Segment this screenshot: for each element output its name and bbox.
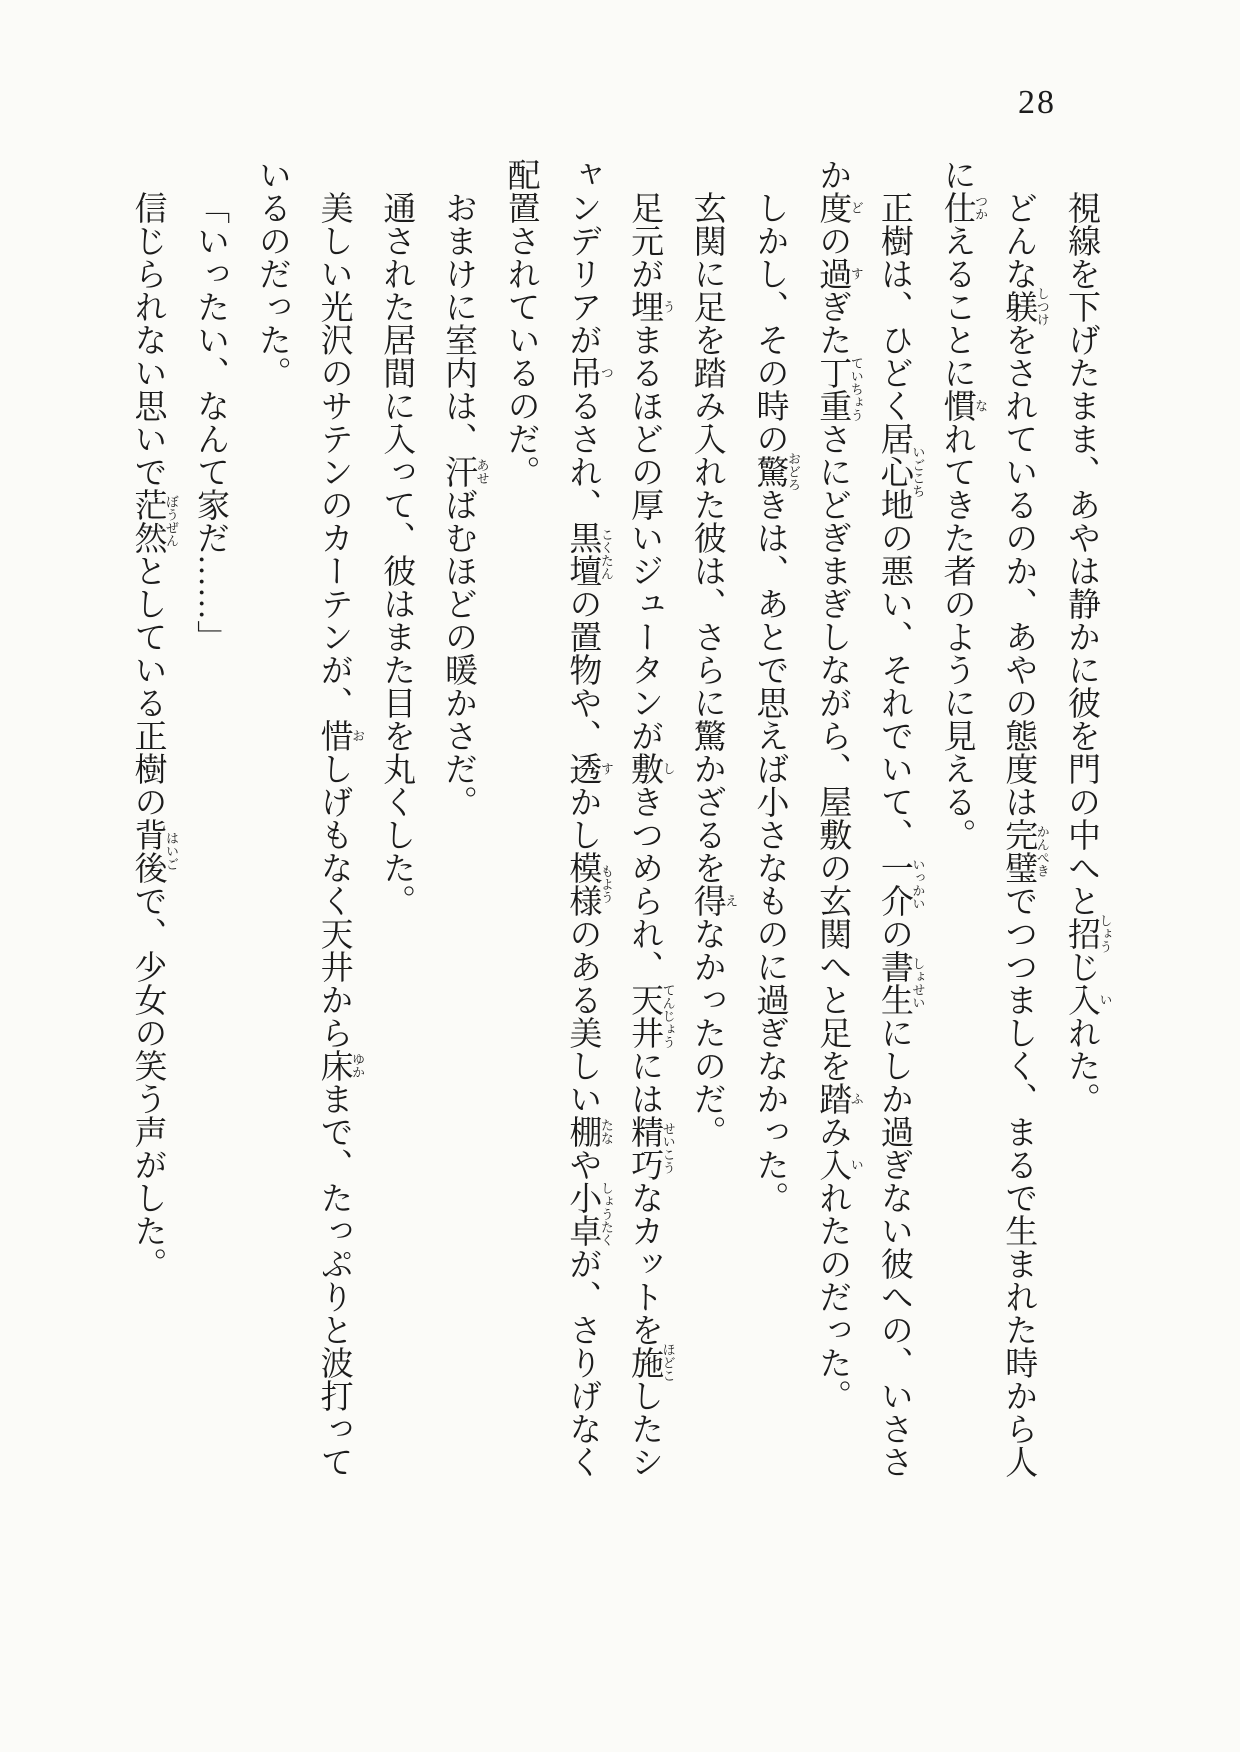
ruby-annotated-text: 書生しょせい bbox=[875, 950, 926, 1016]
paragraph: 「いったい、なんて家だ……」 bbox=[192, 191, 229, 653]
ruby-annotated-text: 完璧かんぺき bbox=[1000, 818, 1050, 884]
ruby-annotated-text: 小卓しょうたく bbox=[564, 1181, 614, 1247]
ruby-annotated-text: 躾しつけ bbox=[1000, 287, 1050, 326]
page-number: 28 bbox=[1018, 84, 1056, 121]
ruby-annotated-text: 入い bbox=[814, 1148, 864, 1181]
ruby-annotated-text: 度ど bbox=[814, 191, 864, 224]
ruby-annotated-text: 模様もよう bbox=[564, 851, 614, 917]
ruby-annotated-text: 過す bbox=[814, 257, 864, 290]
ruby-annotated-text: 茫然ぼうぜん bbox=[129, 488, 179, 554]
paragraph: おまけに室内は、汗あせばむほどの暖かさだ。 bbox=[439, 191, 490, 818]
ruby-annotated-text: 黒壇こくたん bbox=[564, 521, 614, 587]
paragraph: 正樹は、ひどく居心地いごこちの悪い、それでいて、一介いっかいの書生しょせいにしか過ぎない彼への、いささか度どの過すぎた丁重ていちょうさにどぎまぎしながら、屋敷の玄関へと足を踏ふみ入いれたのだった。 bbox=[814, 158, 926, 1478]
ruby-annotated-text: 埋う bbox=[626, 290, 676, 323]
ruby-annotated-text: 慣な bbox=[938, 389, 989, 422]
ruby-annotated-text: 精巧せいこう bbox=[626, 1115, 676, 1181]
ruby-annotated-text: 招しょう bbox=[1063, 914, 1113, 953]
ruby-annotated-text: 背後はいご bbox=[129, 818, 179, 884]
ruby-annotated-text: 汗あせ bbox=[439, 455, 490, 488]
paragraph: 玄関に足を踏み入れた彼は、さらに驚かざるを得えなかったのだ。 bbox=[688, 191, 739, 1148]
ruby-annotated-text: 得え bbox=[688, 884, 739, 917]
paragraph: 通された居間に入って、彼はまた目を丸くした。 bbox=[378, 191, 415, 917]
ruby-annotated-text: 天井てんじょう bbox=[626, 983, 676, 1049]
ruby-annotated-text: 一介いっかい bbox=[875, 851, 926, 917]
ruby-annotated-text: 居心地いごこち bbox=[875, 422, 926, 521]
ruby-annotated-text: 入い bbox=[1063, 983, 1113, 1016]
paragraph: どんな躾しつけをされているのか、あやの態度は完璧かんぺきでつつましく、まるで生まれた時から人に仕つかえることに慣なれてきた者のように見える。 bbox=[938, 158, 1050, 1478]
ruby-annotated-text: 床ゆか bbox=[315, 1049, 366, 1082]
paragraph: しかし、その時の驚おどろきは、あとで思えば小さなものに過ぎなかった。 bbox=[751, 191, 801, 1214]
ruby-annotated-text: 透す bbox=[564, 752, 614, 785]
ruby-annotated-text: 丁重ていちょう bbox=[814, 356, 864, 422]
paragraph: 足元が埋うまるほどの厚いジュータンが敷しきつめられ、天井てんじょうには精巧せいこうなカットを施ほどこしたシャンデリアが吊つるされ、黒壇こくたんの置物や、透すかし模様もようのある美しい棚たなや小卓しょうたくが、さりげなく配置されているのだ。 bbox=[502, 158, 676, 1478]
ruby-annotated-text: 施ほどこ bbox=[626, 1343, 676, 1382]
ruby-annotated-text: 惜お bbox=[315, 719, 366, 752]
ruby-annotated-text: 踏ふ bbox=[814, 1082, 864, 1115]
ruby-annotated-text: 仕つか bbox=[938, 191, 989, 224]
ruby-annotated-text: 敷し bbox=[626, 752, 676, 785]
paragraph: 視線を下げたまま、あやは静かに彼を門の中へと招しょうじ入いれた。 bbox=[1063, 191, 1113, 1115]
ruby-annotated-text: 吊つ bbox=[564, 356, 614, 389]
paragraph: 美しい光沢のサテンのカーテンが、惜おしげもなく天井から床ゆかまで、たっぷりと波打っているのだった。 bbox=[253, 158, 366, 1478]
ruby-annotated-text: 棚たな bbox=[564, 1115, 614, 1148]
ruby-annotated-text: 驚おどろ bbox=[751, 452, 801, 491]
paragraph: 信じられない思いで茫然ぼうぜんとしている正樹の背後はいごで、少女の笑う声がした。 bbox=[129, 191, 179, 1280]
page-text bbox=[116, 158, 1112, 1498]
